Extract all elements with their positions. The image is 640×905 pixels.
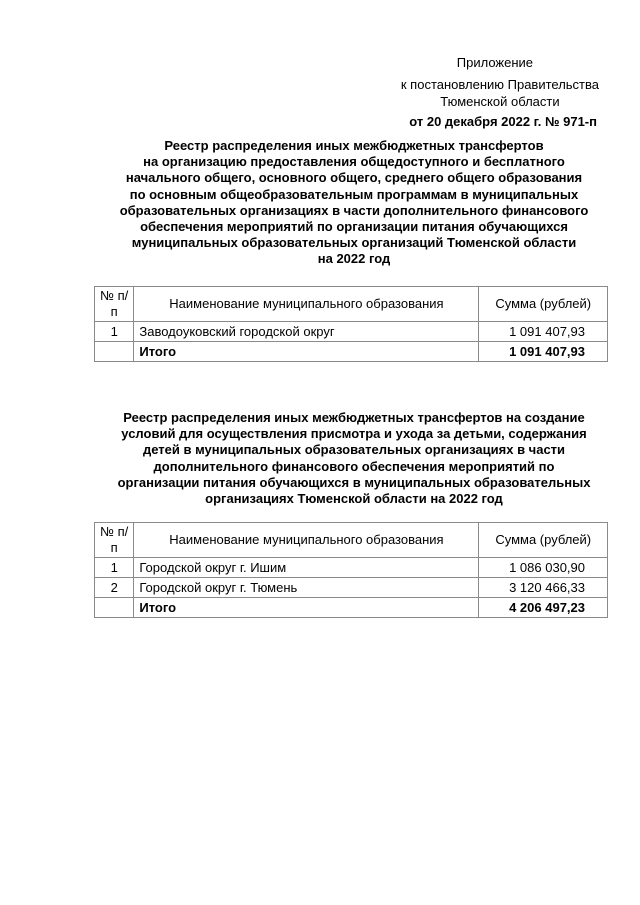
registry-2-table bbox=[94, 522, 608, 618]
table-row bbox=[95, 578, 608, 598]
title-line: организации питания обучающихся в муниципальных образовательных bbox=[117, 474, 591, 490]
row-num: 2 bbox=[95, 578, 134, 598]
appendix-decree bbox=[401, 76, 599, 110]
registry-1-table bbox=[94, 286, 608, 362]
row-sum: 1 086 030,90 bbox=[479, 558, 608, 578]
title-line: обеспечения мероприятий по организации питания обучающихся bbox=[140, 219, 568, 235]
title-line: Реестр распределения иных межбюджетных трансфертов на создание bbox=[123, 410, 585, 425]
table-row bbox=[95, 558, 608, 578]
title-line: на 2022 год bbox=[317, 251, 391, 267]
header-num: № п/п bbox=[95, 287, 134, 322]
total-sum: 1 091 407,93 bbox=[479, 342, 608, 362]
row-sum: 3 120 466,33 bbox=[479, 578, 608, 598]
total-num-empty bbox=[95, 598, 134, 618]
row-name: Городской округ г. Тюмень bbox=[134, 578, 479, 598]
title-line: детей в муниципальных образовательных организациях в части bbox=[142, 442, 566, 458]
appendix-decree-line-2: Тюменской области bbox=[440, 94, 560, 109]
title-line: Реестр распределения иных межбюджетных трансфертов bbox=[164, 138, 544, 153]
appendix-date-number: от 20 декабря 2022 г. № 971-п bbox=[409, 114, 597, 129]
registry-1-title bbox=[94, 138, 614, 268]
title-line: по основным общеобразовательным программам в муниципальных bbox=[129, 186, 579, 202]
row-name: Заводоуковский городской округ bbox=[134, 322, 479, 342]
title-line: на организацию предоставления общедоступного и бесплатного bbox=[143, 154, 565, 170]
row-num: 1 bbox=[95, 322, 134, 342]
table-header-row bbox=[95, 287, 608, 322]
title-line: условий для осуществления присмотра и ухода за детьми, содержания bbox=[121, 426, 587, 442]
title-line: начального общего, основного общего, среднего общего образования bbox=[125, 170, 583, 186]
table-total-row bbox=[95, 598, 608, 618]
total-label: Итого bbox=[134, 342, 479, 362]
table-total-row bbox=[95, 342, 608, 362]
title-line: муниципальных образовательных организаций Тюменской области bbox=[131, 235, 577, 251]
header-sum: Сумма (рублей) bbox=[479, 287, 608, 322]
registry-2-title bbox=[94, 410, 614, 507]
row-num: 1 bbox=[95, 558, 134, 578]
total-label: Итого bbox=[134, 598, 479, 618]
total-sum: 4 206 497,23 bbox=[479, 598, 608, 618]
appendix-decree-line-1: к постановлению Правительства bbox=[400, 77, 599, 92]
table-row bbox=[95, 322, 608, 342]
header-num: № п/п bbox=[95, 523, 134, 558]
header-sum: Сумма (рублей) bbox=[479, 523, 608, 558]
row-name: Городской округ г. Ишим bbox=[134, 558, 479, 578]
header-name: Наименование муниципального образования bbox=[134, 523, 479, 558]
total-num-empty bbox=[95, 342, 134, 362]
row-sum: 1 091 407,93 bbox=[479, 322, 608, 342]
table-header-row bbox=[95, 523, 608, 558]
appendix-label: Приложение bbox=[456, 55, 533, 70]
title-line: дополнительного финансового обеспечения мероприятий по bbox=[153, 458, 555, 474]
header-name: Наименование муниципального образования bbox=[134, 287, 479, 322]
title-line: организациях Тюменской области на 2022 год bbox=[205, 491, 503, 507]
title-line: образовательных организациях в части дополнительного финансового bbox=[119, 202, 589, 218]
